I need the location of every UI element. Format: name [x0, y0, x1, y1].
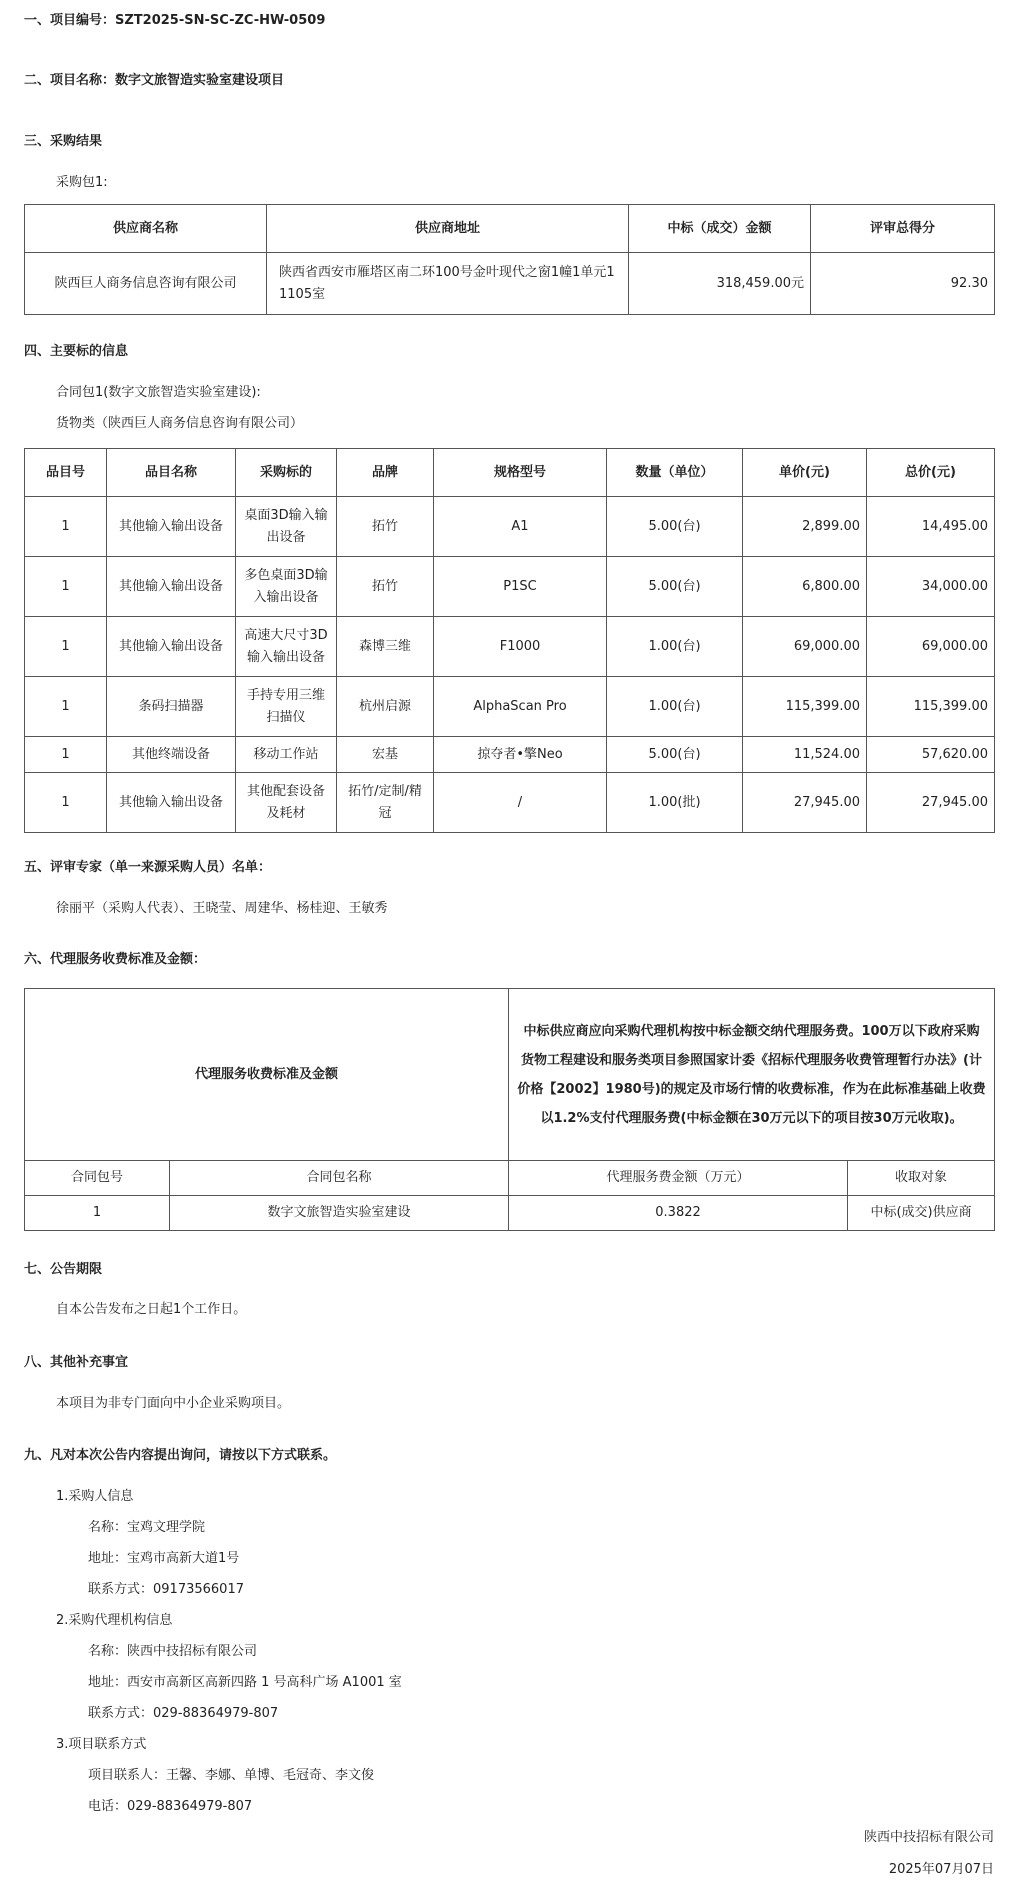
item-unit-price: 11,524.00: [743, 737, 867, 773]
item-quantity: 1.00(台): [607, 617, 743, 677]
fee-standard-row: [25, 989, 995, 1161]
item-no: 1: [25, 677, 107, 737]
item-unit-price: 27,945.00: [743, 773, 867, 833]
item-subject: 其他配套设备及耗材: [236, 773, 337, 833]
item-subject: 手持专用三维扫描仪: [236, 677, 337, 737]
table-row: [25, 737, 995, 773]
buyer-address: 地址：宝鸡市高新大道1号: [88, 1551, 240, 1566]
result-score: 92.30: [811, 253, 995, 315]
result-row: [25, 253, 995, 315]
items-header-quantity: 数量（单位）: [607, 449, 743, 497]
items-header-row: [25, 449, 995, 497]
item-no: 1: [25, 557, 107, 617]
signature-org: 陕西中技招标有限公司: [863, 1830, 994, 1845]
table-row: [25, 773, 995, 833]
result-header-supplier: 供应商名称: [25, 205, 267, 253]
package-label: 采购包1:: [56, 175, 108, 190]
experts-list: 徐丽平（采购人代表）、王晓莹、周建华、杨桂迎、王敏秀: [56, 901, 388, 916]
items-header-no: 品目号: [25, 449, 107, 497]
buyer-name: 名称：宝鸡文理学院: [88, 1520, 206, 1535]
project-contact-title: 3.项目联系方式: [56, 1737, 147, 1752]
agency-fee-heading: 六、代理服务收费标准及金额：: [24, 952, 207, 967]
table-row: [25, 557, 995, 617]
project-name-heading: [24, 69, 284, 88]
project-number-label: 一、项目编号：: [24, 13, 116, 28]
item-total-price: 57,620.00: [867, 737, 995, 773]
other-matters-heading: 八、其他补充事宜: [24, 1355, 129, 1370]
items-header-brand: 品牌: [337, 449, 434, 497]
fee-target: 中标(成交)供应商: [848, 1196, 995, 1231]
item-unit-price: 69,000.00: [743, 617, 867, 677]
item-category: 其他输入输出设备: [107, 557, 236, 617]
fee-header-package-name: 合同包名称: [170, 1161, 509, 1196]
item-total-price: 115,399.00: [867, 677, 995, 737]
item-subject: 移动工作站: [236, 737, 337, 773]
item-brand: 拓竹: [337, 557, 434, 617]
items-header-total-price: 总价(元): [867, 449, 995, 497]
item-category: 其他输入输出设备: [107, 617, 236, 677]
item-model: P1SC: [434, 557, 607, 617]
result-header-address: 供应商地址: [267, 205, 629, 253]
item-brand: 杭州启源: [337, 677, 434, 737]
agency-phone: 联系方式：029-88364979-807: [88, 1706, 279, 1721]
item-no: 1: [25, 773, 107, 833]
item-total-price: 14,495.00: [867, 497, 995, 557]
item-subject: 多色桌面3D输入输出设备: [236, 557, 337, 617]
item-category: 条码扫描器: [107, 677, 236, 737]
contract-package-label: 合同包1(数字文旅智造实验室建设):: [56, 385, 261, 400]
item-model: 掠夺者•擎Neo: [434, 737, 607, 773]
item-total-price: 27,945.00: [867, 773, 995, 833]
agency-address: 地址：西安市高新区高新四路 1 号高科广场 A1001 室: [88, 1675, 402, 1690]
item-total-price: 69,000.00: [867, 617, 995, 677]
fee-row: [25, 1196, 995, 1231]
fee-header-amount: 代理服务费金额（万元）: [509, 1161, 848, 1196]
item-model: AlphaScan Pro: [434, 677, 607, 737]
fee-header-target: 收取对象: [848, 1161, 995, 1196]
table-row: [25, 617, 995, 677]
signature-date: 2025年07月07日: [888, 1862, 994, 1877]
result-amount: 318,459.00元: [629, 253, 811, 315]
item-quantity: 5.00(台): [607, 737, 743, 773]
item-subject: 桌面3D输入输出设备: [236, 497, 337, 557]
announcement-period-heading: 七、公告期限: [24, 1262, 103, 1277]
result-header-score: 评审总得分: [811, 205, 995, 253]
items-header-subject: 采购标的: [236, 449, 337, 497]
agency-info-title: 2.采购代理机构信息: [56, 1613, 173, 1628]
item-category: 其他终端设备: [107, 737, 236, 773]
table-row: [25, 677, 995, 737]
contact-heading: 九、凡对本次公告内容提出询问，请按以下方式联系。: [24, 1448, 337, 1463]
item-quantity: 5.00(台): [607, 497, 743, 557]
item-model: F1000: [434, 617, 607, 677]
item-brand: 拓竹: [337, 497, 434, 557]
item-no: 1: [25, 737, 107, 773]
item-unit-price: 6,800.00: [743, 557, 867, 617]
result-table: [24, 204, 995, 315]
item-unit-price: 115,399.00: [743, 677, 867, 737]
item-quantity: 1.00(台): [607, 677, 743, 737]
buyer-phone: 联系方式：09173566017: [88, 1582, 244, 1597]
item-no: 1: [25, 617, 107, 677]
fee-standard-description: 中标供应商应向采购代理机构按中标金额交纳代理服务费。100万以下政府采购货物工程建设和服务类项目参照国家计委《招标代理服务收费管理暂行办法》(计价格【2002】1980号)的规定及市场行情的收费标准，作为在此标准基础上收费以1.2%支付代理服务费(中标金额在30万元以下的项目按30万元收取)。: [509, 989, 995, 1161]
item-model: /: [434, 773, 607, 833]
fee-header-package-no: 合同包号: [25, 1161, 170, 1196]
main-items-heading: 四、主要标的信息: [24, 344, 129, 359]
item-no: 1: [25, 497, 107, 557]
items-header-unit-price: 单价(元): [743, 449, 867, 497]
project-name-label: 二、项目名称：: [24, 73, 116, 88]
item-quantity: 5.00(台): [607, 557, 743, 617]
other-matters-text: 本项目为非专门面向中小企业采购项目。: [56, 1396, 291, 1411]
items-table: [24, 448, 995, 833]
items-header-category: 品目名称: [107, 449, 236, 497]
project-number-heading: [24, 9, 325, 28]
item-model: A1: [434, 497, 607, 557]
project-number-value: SZT2025-SN-SC-ZC-HW-0509: [115, 13, 326, 28]
announcement-period-text: 自本公告发布之日起1个工作日。: [56, 1302, 247, 1317]
table-row: [25, 497, 995, 557]
fee-package-no: 1: [25, 1196, 170, 1231]
result-header-row: [25, 205, 995, 253]
item-category: 其他输入输出设备: [107, 497, 236, 557]
project-name-value: 数字文旅智造实验室建设项目: [115, 73, 285, 88]
item-brand: 宏基: [337, 737, 434, 773]
fee-amount: 0.3822: [509, 1196, 848, 1231]
agency-name: 名称：陕西中技招标有限公司: [88, 1644, 258, 1659]
fee-standard-label: 代理服务收费标准及金额: [25, 989, 509, 1161]
procurement-result-heading: 三、采购结果: [24, 134, 103, 149]
buyer-info-title: 1.采购人信息: [56, 1489, 134, 1504]
project-contact-phone: 电话：029-88364979-807: [88, 1799, 253, 1814]
experts-heading: 五、评审专家（单一来源采购人员）名单：: [24, 860, 272, 875]
item-quantity: 1.00(批): [607, 773, 743, 833]
goods-category-label: 货物类（陕西巨人商务信息咨询有限公司）: [56, 416, 304, 431]
result-supplier-name: 陕西巨人商务信息咨询有限公司: [25, 253, 267, 315]
items-header-model: 规格型号: [434, 449, 607, 497]
item-unit-price: 2,899.00: [743, 497, 867, 557]
fee-package-name: 数字文旅智造实验室建设: [170, 1196, 509, 1231]
project-contact-people: 项目联系人：王馨、李娜、单博、毛冠奇、李文俊: [88, 1768, 375, 1783]
result-header-amount: 中标（成交）金额: [629, 205, 811, 253]
result-supplier-address: 陕西省西安市雁塔区南二环100号金叶现代之窗1幢1单元11105室: [267, 253, 629, 315]
item-brand: 森博三维: [337, 617, 434, 677]
agency-fee-table: [24, 988, 995, 1231]
item-brand: 拓竹/定制/精冠: [337, 773, 434, 833]
item-category: 其他输入输出设备: [107, 773, 236, 833]
item-total-price: 34,000.00: [867, 557, 995, 617]
fee-header-row: [25, 1161, 995, 1196]
item-subject: 高速大尺寸3D输入输出设备: [236, 617, 337, 677]
